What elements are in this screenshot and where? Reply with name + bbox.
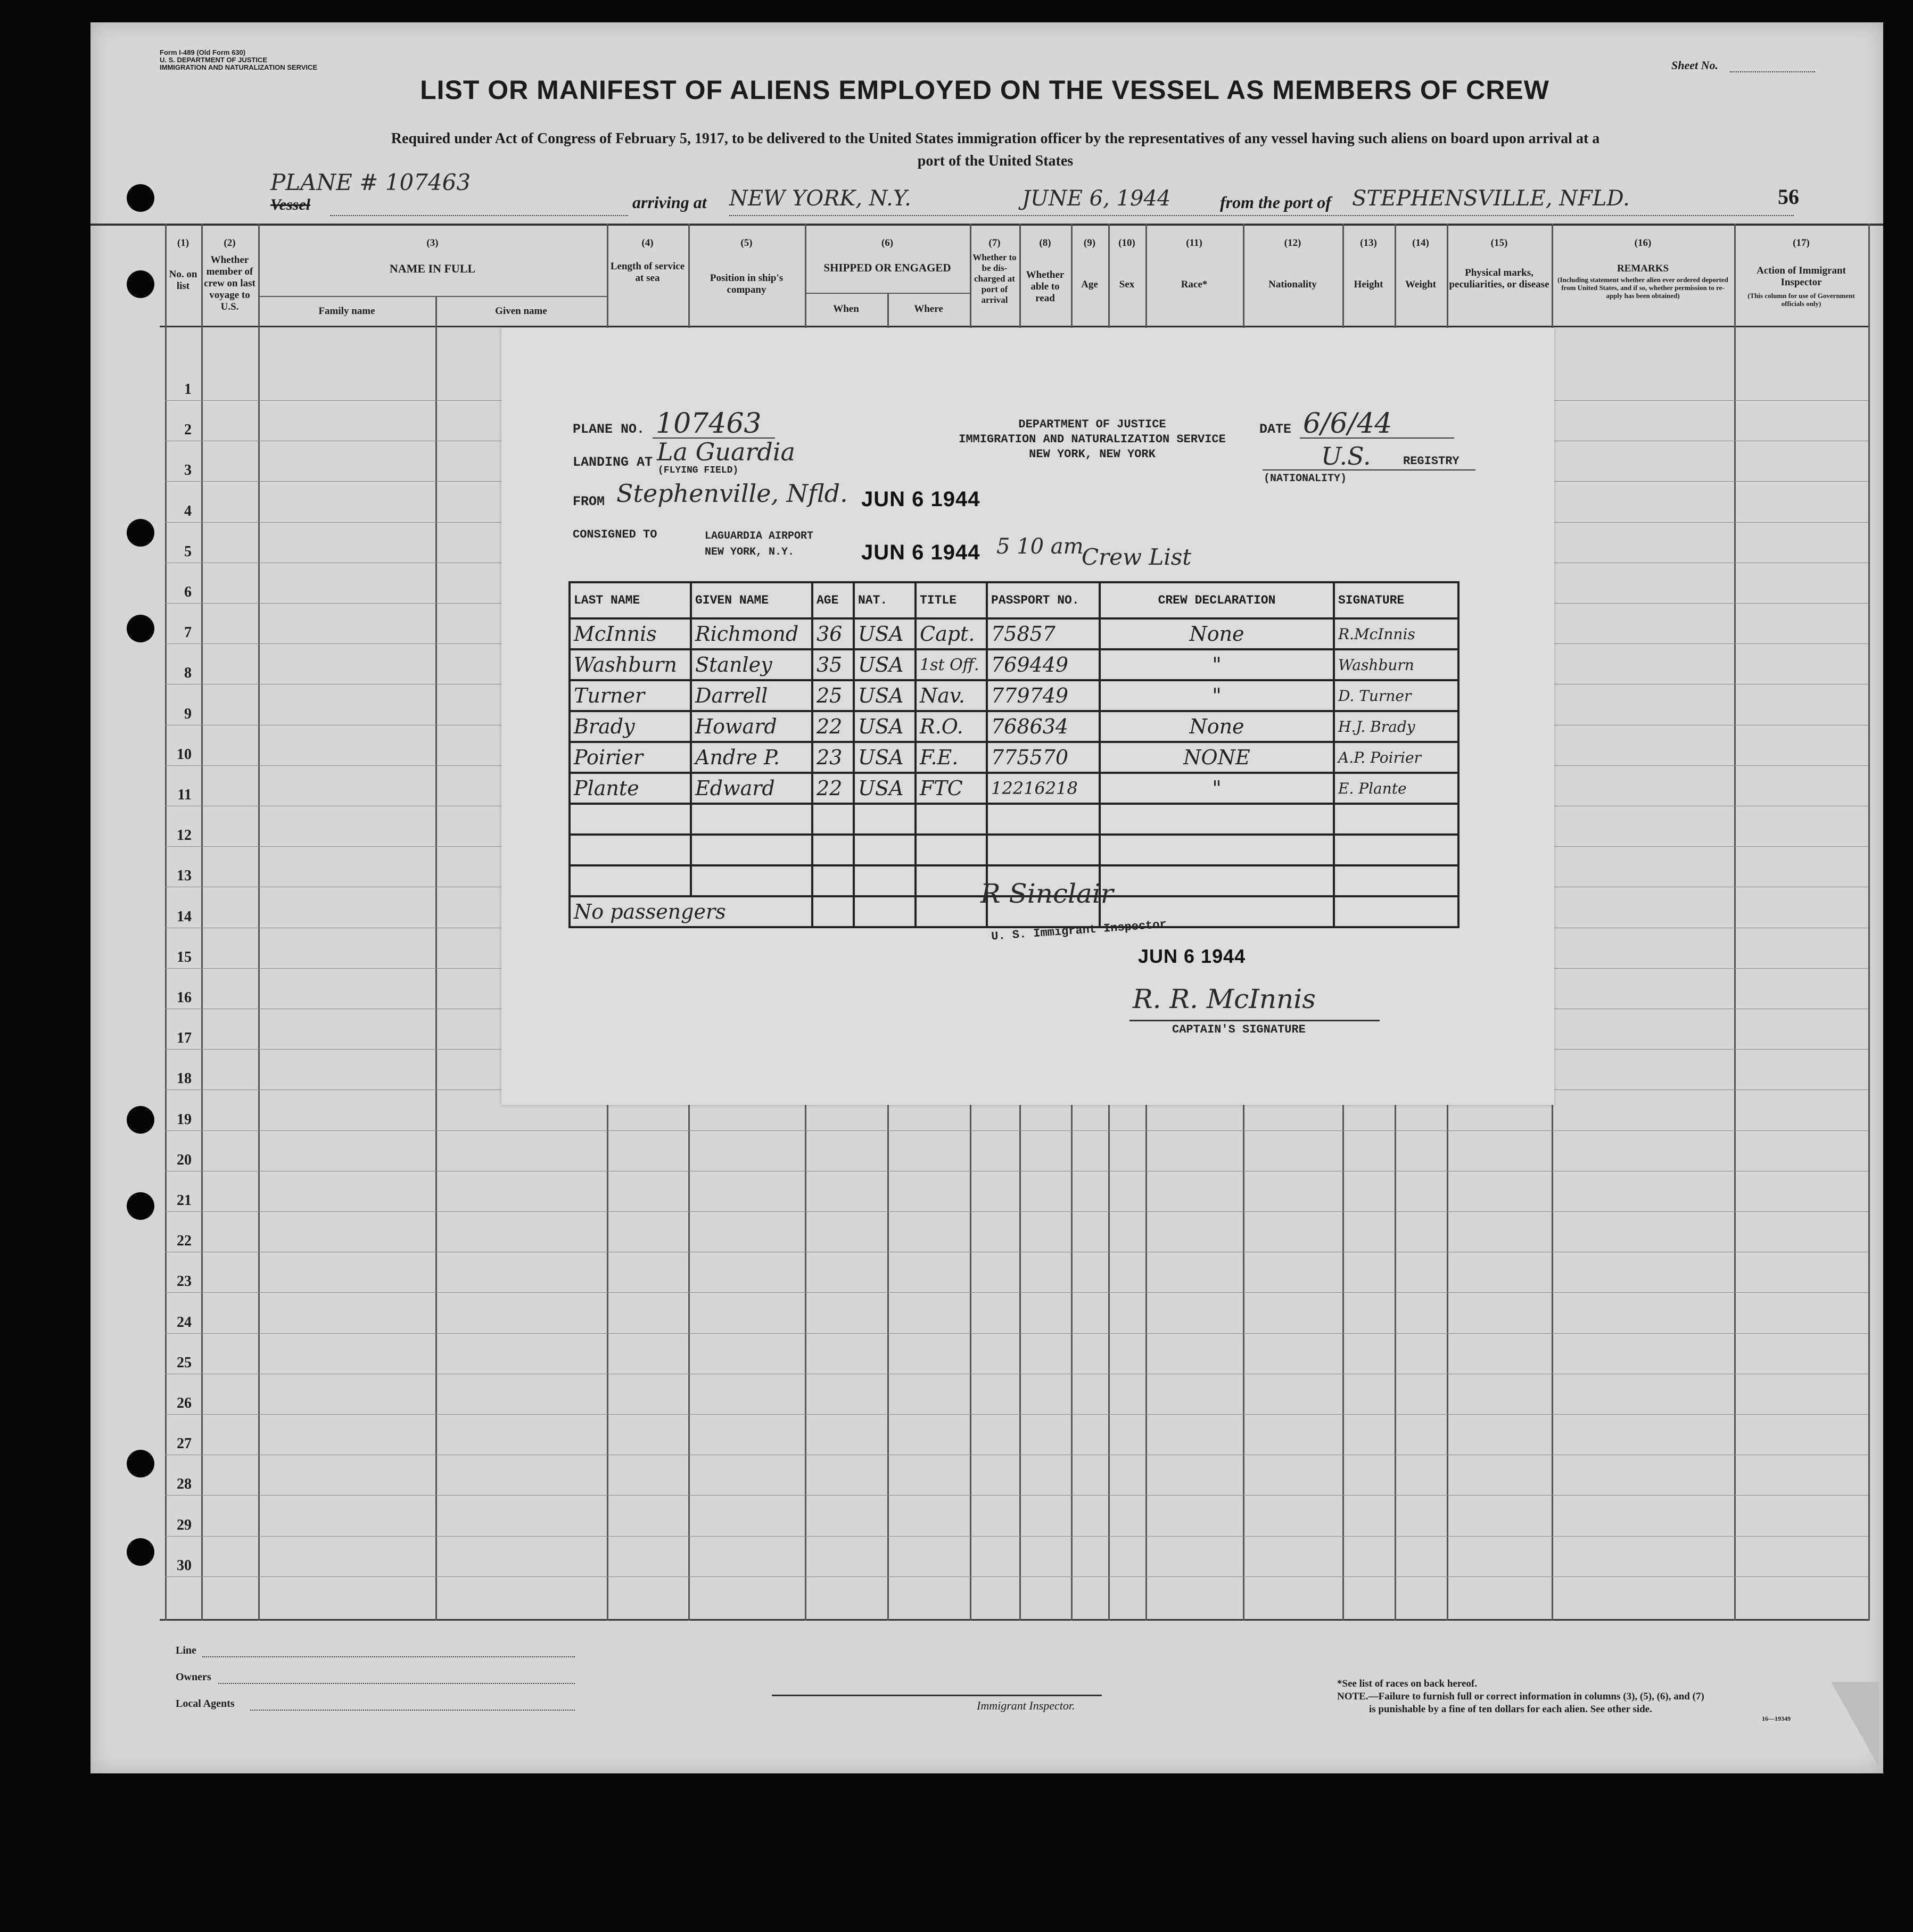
col-2-header: Whether member of crew on last voyage to U.S. [204,254,255,312]
from-port-value: STEPHENSVILLE, NFLD. [1352,186,1630,211]
flying-field-label: (FLYING FIELD) [658,465,739,476]
form-department: U. S. DEPARTMENT OF JUSTICE [160,56,267,64]
nat-cell: USA [854,773,916,804]
given-name-header: GIVEN NAME [691,582,812,618]
inspector-date-stamp: JUN 6 1944 [1138,945,1246,967]
col-13-number: (13) [1360,237,1377,249]
row-number: 22 [177,1233,192,1249]
title-cell: F.E. [916,742,987,773]
col-2-number: (2) [224,237,236,249]
title-cell: Nav. [916,680,987,711]
col-6-number: (6) [881,237,894,249]
dept-line-1: DEPARTMENT OF JUSTICE [1018,418,1166,431]
given-name-cell: Richmond [691,618,812,649]
col-rule [435,296,437,1621]
signature-cell: A.P. Poirier [1334,742,1458,773]
passport-cell: 75857 [987,618,1100,649]
col-rule [258,224,260,1621]
row-number: 28 [177,1476,192,1492]
last-name-cell: Washburn [570,649,691,680]
col-3-number: (3) [426,237,439,249]
form-id [160,49,317,71]
row-number: 13 [177,868,192,884]
col-8-number: (8) [1039,237,1051,249]
vessel-value: PLANE # 107463 [270,169,471,195]
col-10-header: Sex [1119,279,1135,290]
passport-cell: 12216218 [987,773,1100,804]
col-4-number: (4) [641,237,654,249]
declaration-cell: " [1100,649,1334,680]
subtitle-line-1: Required under Act of Congress of February 5, 1917, to be delivered to the United States immigration officer by the representatives of any vessel having such aliens on board upon arrival at a [391,130,1600,147]
vessel-line [330,215,628,216]
passport-cell: 768634 [987,711,1100,742]
manifest-title: LIST OR MANIFEST OF ALIENS EMPLOYED ON THE VESSEL AS MEMBERS OF CREW [420,75,1549,105]
row-number: 29 [177,1517,192,1533]
declaration-cell: " [1100,773,1334,804]
consigned-to-city: NEW YORK, N.Y. [705,546,795,558]
row-number: 6 [184,584,192,600]
col-7-number: (7) [988,237,1001,249]
col-rule [1868,224,1870,1621]
grid-bottom-border [160,1619,1869,1621]
form-service: IMMIGRATION AND NATURALIZATION SERVICE [160,63,318,71]
name-subhead-rule [258,296,607,297]
action-note: (This column for use of Government officials only) [1747,292,1855,308]
date-line [1300,437,1454,439]
signature-cell: E. Plante [1334,773,1458,804]
age-cell: 22 [812,773,854,804]
col-8-header: Whether able to read [1026,269,1065,304]
when-header: When [833,303,859,315]
arriving-line [729,215,1794,216]
where-header: Where [914,303,943,315]
age-cell: 23 [812,742,854,773]
subtitle-line-2: port of the United States [917,153,1074,169]
age-cell: 36 [812,618,854,649]
col-10-number: (10) [1118,237,1135,249]
punch-hole [127,519,154,547]
col-1-header: No. on list [169,269,197,292]
curled-corner [1831,1682,1879,1767]
col-4-header: Length of service at sea [610,261,685,284]
col-rule [1734,224,1736,1621]
local-agents-label: Local Agents [176,1698,235,1710]
row-number: 17 [177,1030,192,1046]
punch-hole [127,1450,154,1477]
passport-cell: 769449 [987,649,1100,680]
attached-crew-declaration [501,328,1554,1105]
grid-top-border [90,224,1883,226]
punch-hole [127,184,154,212]
table-row [570,804,1458,835]
age-cell: 22 [812,711,854,742]
local-agents-field [250,1710,575,1711]
given-name-cell: Edward [691,773,812,804]
row-rule [165,1292,1868,1293]
signature-cell: H.J. Brady [1334,711,1458,742]
given-name-cell: Andre P. [691,742,812,773]
col-9-header: Age [1081,279,1098,290]
row-number: 20 [177,1152,192,1168]
races-note: *See list of races on back hereof. [1337,1678,1477,1689]
immigrant-inspector-label: Immigrant Inspector. [977,1699,1075,1712]
age-cell: 35 [812,649,854,680]
inspector-signature: R Sinclair [980,878,1114,909]
row-number: 9 [184,706,192,722]
inspector-stamp: U. S. Immigrant Inspector [991,918,1167,944]
crew-table [568,581,1460,928]
crew-table-header-row [570,582,1458,618]
col-11-number: (11) [1186,237,1202,249]
row-number: 2 [184,422,192,438]
no-passengers-note: No passengers [570,896,812,927]
sheet-number-label: Sheet No. [1671,59,1718,72]
footer-note [1337,1678,1704,1716]
line-field [202,1656,575,1657]
registry-label: REGISTRY [1403,455,1460,468]
from-port-label: from the port of [1220,193,1331,212]
last-name-cell: Plante [570,773,691,804]
last-name-header: LAST NAME [570,582,691,618]
title-cell: FTC [916,773,987,804]
table-row [570,742,1458,773]
row-number: 27 [177,1435,192,1452]
table-row [570,711,1458,742]
col-16-header: REMARKS [1617,263,1669,274]
age-header: AGE [812,582,854,618]
department-heading [906,417,1279,462]
col-12-number: (12) [1284,237,1301,249]
owners-label: Owners [176,1671,211,1683]
col-15-header: Physical marks, peculiarities, or disease [1449,267,1549,290]
form-number: Form I-489 (Old Form 630) [160,48,246,56]
given-name-cell: Darrell [691,680,812,711]
line-label: Line [176,1645,196,1656]
col-1-number: (1) [177,237,189,249]
row-number: 7 [184,624,192,641]
vessel-label: Vessel [270,196,310,213]
row-number: 11 [177,787,192,803]
col-15-number: (15) [1490,237,1508,249]
row-rule [165,1211,1868,1212]
col-12-header: Nationality [1268,279,1317,290]
row-number: 21 [177,1192,192,1209]
row-number: 12 [177,827,192,844]
title-cell: Capt. [916,618,987,649]
fine-note-1: NOTE.—Failure to furnish full or correct information in columns (3), (5), (6), and (7) [1337,1691,1704,1702]
title-header: TITLE [916,582,987,618]
signature-cell: D. Turner [1334,680,1458,711]
captain-signature-label: CAPTAIN'S SIGNATURE [1172,1023,1306,1036]
col-6-header: SHIPPED OR ENGAGED [823,261,951,274]
row-number: 16 [177,989,192,1006]
passport-cell: 779749 [987,680,1100,711]
captain-signature: R. R. McInnis [1133,984,1316,1014]
row-number: 23 [177,1273,192,1290]
dept-line-3: NEW YORK, NEW YORK [1029,448,1156,461]
arriving-label: arriving at [632,193,707,212]
inspector-signature-line [772,1695,1102,1696]
crew-list-note: Crew List [1082,544,1192,570]
row-number: 26 [177,1395,192,1411]
owners-field [218,1683,575,1684]
declaration-cell: None [1100,618,1334,649]
landing-at-label: LANDING AT [573,455,653,470]
nat-cell: USA [854,680,916,711]
last-name-cell: Poirier [570,742,691,773]
col-5-number: (5) [740,237,753,249]
consigned-to-label: CONSIGNED TO [573,528,657,541]
signature-cell: R.McInnis [1334,618,1458,649]
arrival-stamp: JUN 6 1944 [861,541,980,564]
given-name-header: Given name [495,306,547,317]
title-cell: R.O. [916,711,987,742]
nat-cell: USA [854,711,916,742]
remarks-note: (Including statement whether alien ever ordered deported from United States, and if so, whether permission to re-apply has been obtained) [1557,276,1728,300]
date-value: 6/6/44 [1303,408,1392,440]
table-row [570,835,1458,865]
col-14-header: Weight [1405,279,1437,290]
table-row [570,618,1458,649]
page-number: 56 [1778,185,1799,209]
col-5-header: Position in ship's company [710,273,784,295]
consigned-to-value: LAGUARDIA AIRPORT [705,530,814,542]
from-value: Stephenville, Nfld. [616,479,848,508]
manifest-subtitle [160,128,1831,172]
given-name-cell: Stanley [691,649,812,680]
nationality-label: (NATIONALITY) [1264,473,1347,485]
col-rule [201,224,203,1621]
table-row [570,773,1458,804]
family-name-header: Family name [318,306,375,317]
row-number: 19 [177,1111,192,1128]
sheet-number-line [1730,71,1815,72]
declaration-cell: NONE [1100,742,1334,773]
col-14-number: (14) [1412,237,1429,249]
nationality-line [1263,469,1475,470]
plane-no-value: 107463 [656,408,762,440]
header-bottom-border [160,326,1869,327]
dept-line-2: IMMIGRATION AND NATURALIZATION SERVICE [959,433,1226,446]
row-rule [165,1130,1868,1131]
passport-header: PASSPORT NO. [987,582,1100,618]
given-name-cell: Howard [691,711,812,742]
date-label: DATE [1259,422,1292,437]
declaration-cell: None [1100,711,1334,742]
row-number: 4 [184,503,192,519]
nat-cell: USA [854,742,916,773]
row-number: 24 [177,1314,192,1331]
row-number: 25 [177,1355,192,1371]
from-label: FROM [573,494,605,509]
row-number: 18 [177,1070,192,1087]
row-rule [165,1414,1868,1415]
last-name-cell: Turner [570,680,691,711]
row-rule [165,1536,1868,1537]
col-13-header: Height [1354,279,1383,290]
landing-at-value: La Guardia [657,437,795,466]
captain-signature-line [1129,1020,1380,1021]
form-code: 16—19349 [1762,1715,1791,1722]
table-row [570,680,1458,711]
row-number: 1 [184,381,192,398]
nat-cell: USA [854,618,916,649]
col-16-number: (16) [1634,237,1652,249]
col-17-number: (17) [1793,237,1810,249]
nat-header: NAT. [854,582,916,618]
date-stamp: JUN 6 1944 [861,488,980,511]
last-name-cell: Brady [570,711,691,742]
row-number: 10 [177,746,192,763]
row-number: 30 [177,1557,192,1574]
row-rule [165,1576,1868,1577]
col-9-number: (9) [1083,237,1096,249]
arriving-value: NEW YORK, N.Y. [729,186,911,211]
signature-header: SIGNATURE [1334,582,1458,618]
row-number: 5 [184,543,192,560]
col-17-header: Action of Immigrant Inspector [1757,265,1846,288]
row-number: 3 [184,462,192,478]
title-cell: 1st Off. [916,649,987,680]
row-number: 14 [177,909,192,925]
arrival-time: 5 10 am [996,534,1084,559]
nat-cell: USA [854,649,916,680]
punch-hole [127,270,154,298]
arrival-date: JUNE 6, 1944 [1022,186,1171,211]
signature-cell: Washburn [1334,649,1458,680]
age-cell: 25 [812,680,854,711]
declaration-cell: " [1100,680,1334,711]
row-rule [165,1495,1868,1496]
crew-declaration-header: CREW DECLARATION [1100,582,1334,618]
col-3-header: NAME IN FULL [389,262,476,275]
nationality-value: U.S. [1321,442,1371,470]
plane-no-label: PLANE NO. [573,422,645,437]
passport-cell: 775570 [987,742,1100,773]
table-row [570,649,1458,680]
fine-note-2: is punishable by a fine of ten dollars for each alien. See other side. [1369,1704,1652,1715]
row-number: 8 [184,665,192,681]
col-7-header: Whether to be dis-charged at port of arrival [972,252,1017,305]
row-number: 15 [177,949,192,965]
col-11-header: Race* [1181,279,1208,290]
row-rule [165,1333,1868,1334]
last-name-cell: McInnis [570,618,691,649]
